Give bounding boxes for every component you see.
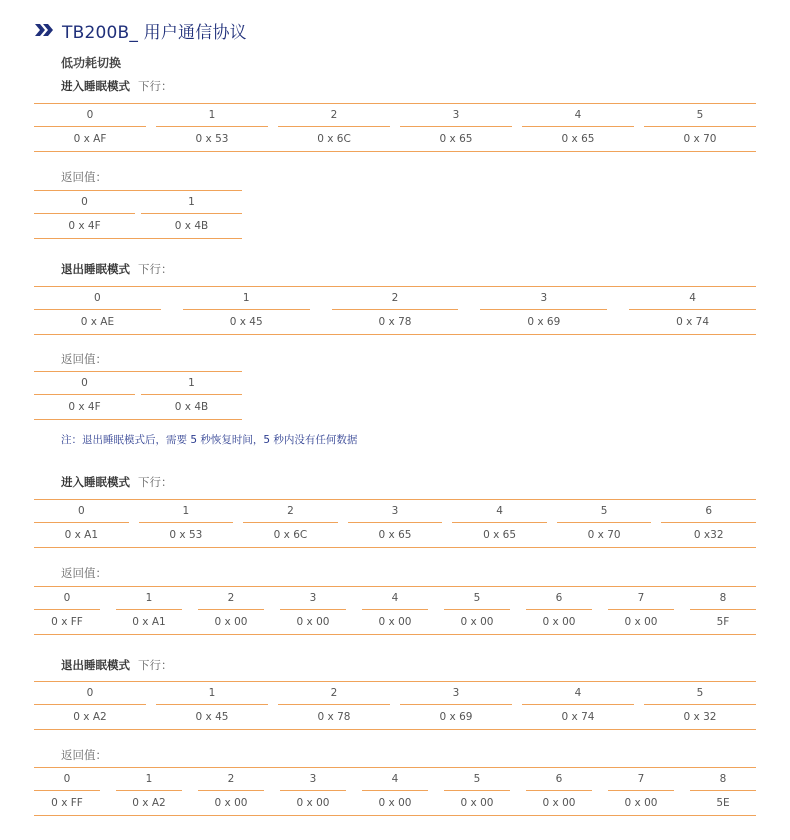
table-value-row (34, 705, 756, 729)
header-cell: 1 (145, 773, 153, 785)
table-rule (34, 334, 756, 335)
s1-label (61, 78, 173, 94)
header-cell: 1 (188, 196, 195, 208)
header-cell: 2 (227, 773, 235, 785)
value-cell: 0 x32 (693, 529, 724, 541)
value-cell: 0 x A2 (132, 797, 166, 809)
table-value-row (34, 127, 756, 151)
s3-return-table (34, 586, 756, 634)
s3-mode: 进入睡眠模式 (61, 475, 130, 489)
s2-return-label: 返回值： (61, 352, 107, 366)
value-cell: 0 x 45 (195, 711, 229, 723)
double-chevron-icon (34, 23, 54, 37)
table-value-row (34, 791, 756, 815)
header-cell: 2 (330, 109, 338, 121)
table-rule (34, 238, 242, 239)
value-cell: 0 x 6C (317, 133, 351, 145)
header-cell: 3 (452, 109, 460, 121)
s1-command-table (34, 103, 756, 151)
value-cell: 0 x 65 (483, 529, 517, 541)
page-title-bar (34, 18, 247, 42)
value-cell: 0 x A2 (73, 711, 107, 723)
value-cell: 0 x 00 (378, 616, 412, 628)
s2-mode: 退出睡眠模式 (61, 262, 130, 276)
s4-direction: 下行： (138, 658, 173, 672)
header-cell: 4 (689, 292, 696, 304)
value-cell: 0 x 65 (439, 133, 473, 145)
table-rule (34, 729, 756, 730)
header-cell: 4 (391, 592, 399, 604)
s3-direction: 下行： (138, 475, 173, 489)
table-header-row (34, 681, 756, 705)
table-rule (34, 815, 756, 816)
s2-return-table (34, 371, 242, 419)
table-value-row (34, 214, 242, 238)
header-cell: 1 (182, 505, 190, 517)
value-cell: 0 x 4B (174, 220, 209, 232)
header-cell: 3 (540, 292, 548, 304)
header-cell: 0 (86, 109, 94, 121)
header-cell: 6 (555, 592, 563, 604)
value-cell: 0 x 74 (676, 316, 710, 328)
header-cell: 3 (309, 592, 317, 604)
table-rule (34, 151, 756, 152)
value-cell: 0 x FF (51, 616, 83, 628)
value-cell: 0 x A1 (64, 529, 98, 541)
table-header-row (34, 103, 756, 127)
header-cell: 6 (705, 505, 713, 517)
table-value-row (34, 395, 242, 419)
s1-direction: 下行： (138, 79, 173, 93)
s2-direction: 下行： (138, 262, 173, 276)
table-header-row (34, 190, 242, 214)
value-cell: 0 x AE (80, 316, 115, 328)
value-cell: 5E (716, 797, 730, 809)
s4-return-label: 返回值： (61, 748, 107, 762)
value-cell: 0 x 00 (296, 616, 330, 628)
s3-return-label: 返回值： (61, 566, 107, 580)
s3-label (61, 474, 173, 490)
header-cell: 5 (696, 109, 704, 121)
value-cell: 0 x 00 (214, 797, 248, 809)
header-cell: 7 (637, 773, 645, 785)
table-rule (34, 419, 242, 420)
value-cell: 0 x 00 (296, 797, 330, 809)
table-header-row (34, 371, 242, 395)
value-cell: 5F (716, 616, 730, 628)
value-cell: 0 x 78 (317, 711, 351, 723)
s1-mode: 进入睡眠模式 (61, 79, 130, 93)
value-cell: 0 x 53 (195, 133, 229, 145)
header-cell: 4 (574, 687, 582, 699)
value-cell: 0 x 70 (587, 529, 621, 541)
header-cell: 1 (188, 377, 195, 389)
value-cell: 0 x 78 (378, 316, 412, 328)
value-cell: 0 x 00 (542, 616, 576, 628)
header-cell: 5 (473, 773, 481, 785)
table-header-row (34, 499, 756, 523)
header-cell: 2 (391, 292, 399, 304)
header-cell: 5 (473, 592, 481, 604)
value-cell: 0 x A1 (132, 616, 166, 628)
value-cell: 0 x 65 (561, 133, 595, 145)
value-cell: 0 x 74 (561, 711, 595, 723)
s3-command-table (34, 499, 756, 547)
header-cell: 6 (555, 773, 563, 785)
header-cell: 5 (696, 687, 704, 699)
header-cell: 1 (145, 592, 153, 604)
table-header-row (34, 286, 756, 310)
header-cell: 0 (94, 292, 101, 304)
value-cell: 0 x 00 (624, 797, 658, 809)
header-cell: 1 (208, 687, 216, 699)
header-cell: 4 (391, 773, 399, 785)
value-cell: 0 x 4F (68, 401, 101, 413)
header-cell: 4 (496, 505, 503, 517)
header-cell: 5 (600, 505, 608, 517)
s2-label (61, 261, 173, 277)
table-value-row (34, 610, 756, 634)
table-rule (34, 547, 756, 548)
value-cell: 0 x 45 (229, 316, 263, 328)
note-text: 注：退出睡眠模式后，需要 5 秒恢复时间，5 秒内没有任何数据 (61, 434, 358, 446)
s1-return-table (34, 190, 242, 238)
s4-mode: 退出睡眠模式 (61, 658, 130, 672)
value-cell: 0 x 00 (214, 616, 248, 628)
header-cell: 3 (452, 687, 460, 699)
s4-label (61, 657, 173, 673)
header-cell: 0 (81, 377, 88, 389)
s2-command-table (34, 286, 756, 334)
header-cell: 0 (77, 505, 85, 517)
value-cell: 0 x 00 (542, 797, 576, 809)
header-cell: 7 (637, 592, 645, 604)
value-cell: 0 x 32 (683, 711, 717, 723)
value-cell: 0 x 69 (527, 316, 561, 328)
value-cell: 0 x 00 (460, 797, 494, 809)
header-cell: 2 (287, 505, 294, 517)
value-cell: 0 x 6C (273, 529, 308, 541)
header-cell: 8 (719, 773, 727, 785)
value-cell: 0 x 00 (624, 616, 658, 628)
value-cell: 0 x FF (51, 797, 83, 809)
header-cell: 4 (574, 109, 582, 121)
value-cell: 0 x AF (73, 133, 107, 145)
value-cell: 0 x 00 (378, 797, 412, 809)
header-cell: 0 (86, 687, 94, 699)
header-cell: 2 (227, 592, 235, 604)
section-subtitle: 低功耗切换 (61, 56, 122, 70)
header-cell: 0 (63, 773, 71, 785)
header-cell: 0 (63, 592, 71, 604)
header-cell: 3 (391, 505, 399, 517)
value-cell: 0 x 53 (169, 529, 203, 541)
header-cell: 0 (81, 196, 88, 208)
header-cell: 2 (330, 687, 338, 699)
header-cell: 1 (242, 292, 250, 304)
table-rule (34, 634, 756, 635)
s4-command-table (34, 681, 756, 729)
s4-return-table (34, 767, 756, 815)
value-cell: 0 x 4B (174, 401, 209, 413)
value-cell: 0 x 00 (460, 616, 494, 628)
value-cell: 0 x 65 (378, 529, 412, 541)
table-header-row (34, 586, 756, 610)
value-cell: 0 x 4F (68, 220, 101, 232)
header-cell: 8 (719, 592, 727, 604)
table-value-row (34, 523, 756, 547)
table-value-row (34, 310, 756, 334)
table-header-row (34, 767, 756, 791)
value-cell: 0 x 70 (683, 133, 717, 145)
header-cell: 3 (309, 773, 317, 785)
page-title: TB200B_ 用户通信协议 (62, 22, 247, 43)
header-cell: 1 (208, 109, 216, 121)
s1-return-label: 返回值： (61, 170, 107, 184)
value-cell: 0 x 69 (439, 711, 473, 723)
